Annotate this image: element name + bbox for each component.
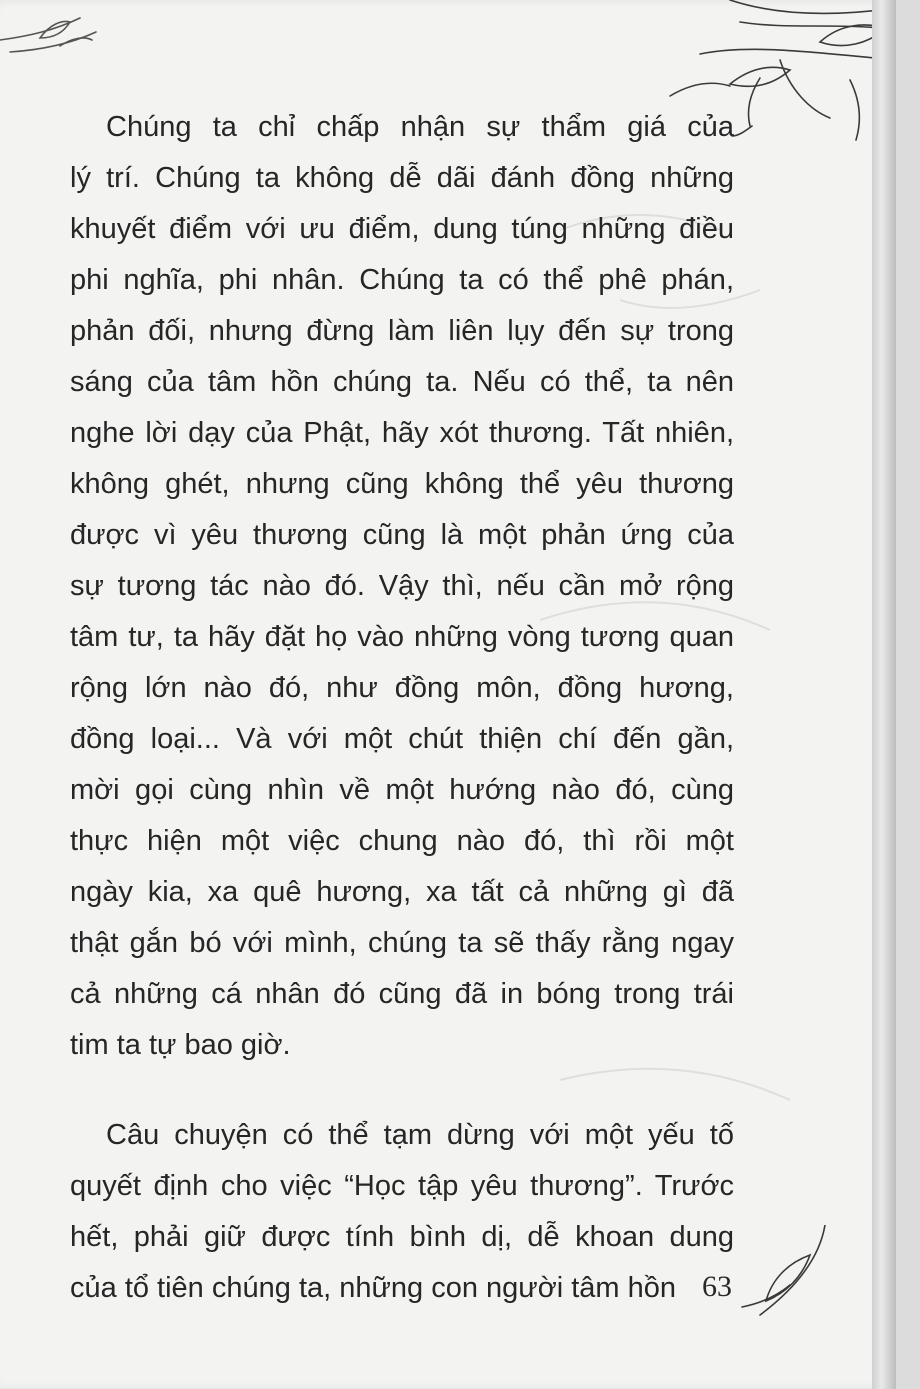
text-line: thật gắn bó với mình, chúng ta sẽ thấy rằng ngay [70, 927, 734, 959]
text-line: cả những cá nhân đó cũng đã in bóng trong trái [70, 978, 734, 1010]
text-line: được vì yêu thương cũng là một phản ứng của [70, 519, 734, 551]
text-line: hết, phải giữ được tính bình dị, dễ khoan dung [70, 1221, 734, 1253]
text-line: đồng loại... Và với một chút thiện chí đến gần, [70, 723, 734, 755]
paragraph-2 [70, 1110, 734, 1314]
paragraph-1 [70, 102, 734, 1071]
text-line: nghe lời dạy của Phật, hãy xót thương. Tất nhiên, [70, 417, 734, 449]
text-line: sáng của tâm hồn chúng ta. Nếu có thể, ta nên [70, 366, 734, 398]
text-line: rộng lớn nào đó, như đồng môn, đồng hương, [70, 672, 734, 704]
text-line: phản đối, nhưng đừng làm liên lụy đến sự trong [70, 315, 734, 347]
text-line: phi nghĩa, phi nhân. Chúng ta có thể phê phán, [70, 264, 734, 296]
text-line: khuyết điểm với ưu điểm, dung túng những điều [70, 213, 734, 245]
text-line: thực hiện một việc chung nào đó, thì rồi một [70, 825, 734, 857]
text-line: lý trí. Chúng ta không dễ dãi đánh đồng những [70, 162, 734, 194]
text-line: Chúng ta chỉ chấp nhận sự thẩm giá của [106, 111, 734, 143]
text-line: quyết định cho việc “Học tập yêu thương”. Trước [70, 1170, 734, 1202]
text-line: tâm tư, ta hãy đặt họ vào những vòng tương quan [70, 621, 734, 653]
vine-ornament-bottom-right [730, 1225, 840, 1325]
page-number: 63 [702, 1270, 732, 1303]
vine-ornament-top-left [0, 10, 120, 80]
text-line: Câu chuyện có thể tạm dừng với một yếu tố [106, 1119, 734, 1151]
text-line: tim ta tự bao giờ. [70, 1029, 291, 1061]
text-line: ngày kia, xa quê hương, xa tất cả những gì đã [70, 876, 734, 908]
text-line: không ghét, nhưng cũng không thể yêu thương [70, 468, 734, 500]
page-edge [872, 0, 896, 1389]
text-line: sự tương tác nào đó. Vậy thì, nếu cần mở rộng [70, 570, 734, 602]
text-line: mời gọi cùng nhìn về một hướng nào đó, cùng [70, 774, 734, 806]
text-line: của tổ tiên chúng ta, những con người tâm hồn [70, 1272, 677, 1304]
